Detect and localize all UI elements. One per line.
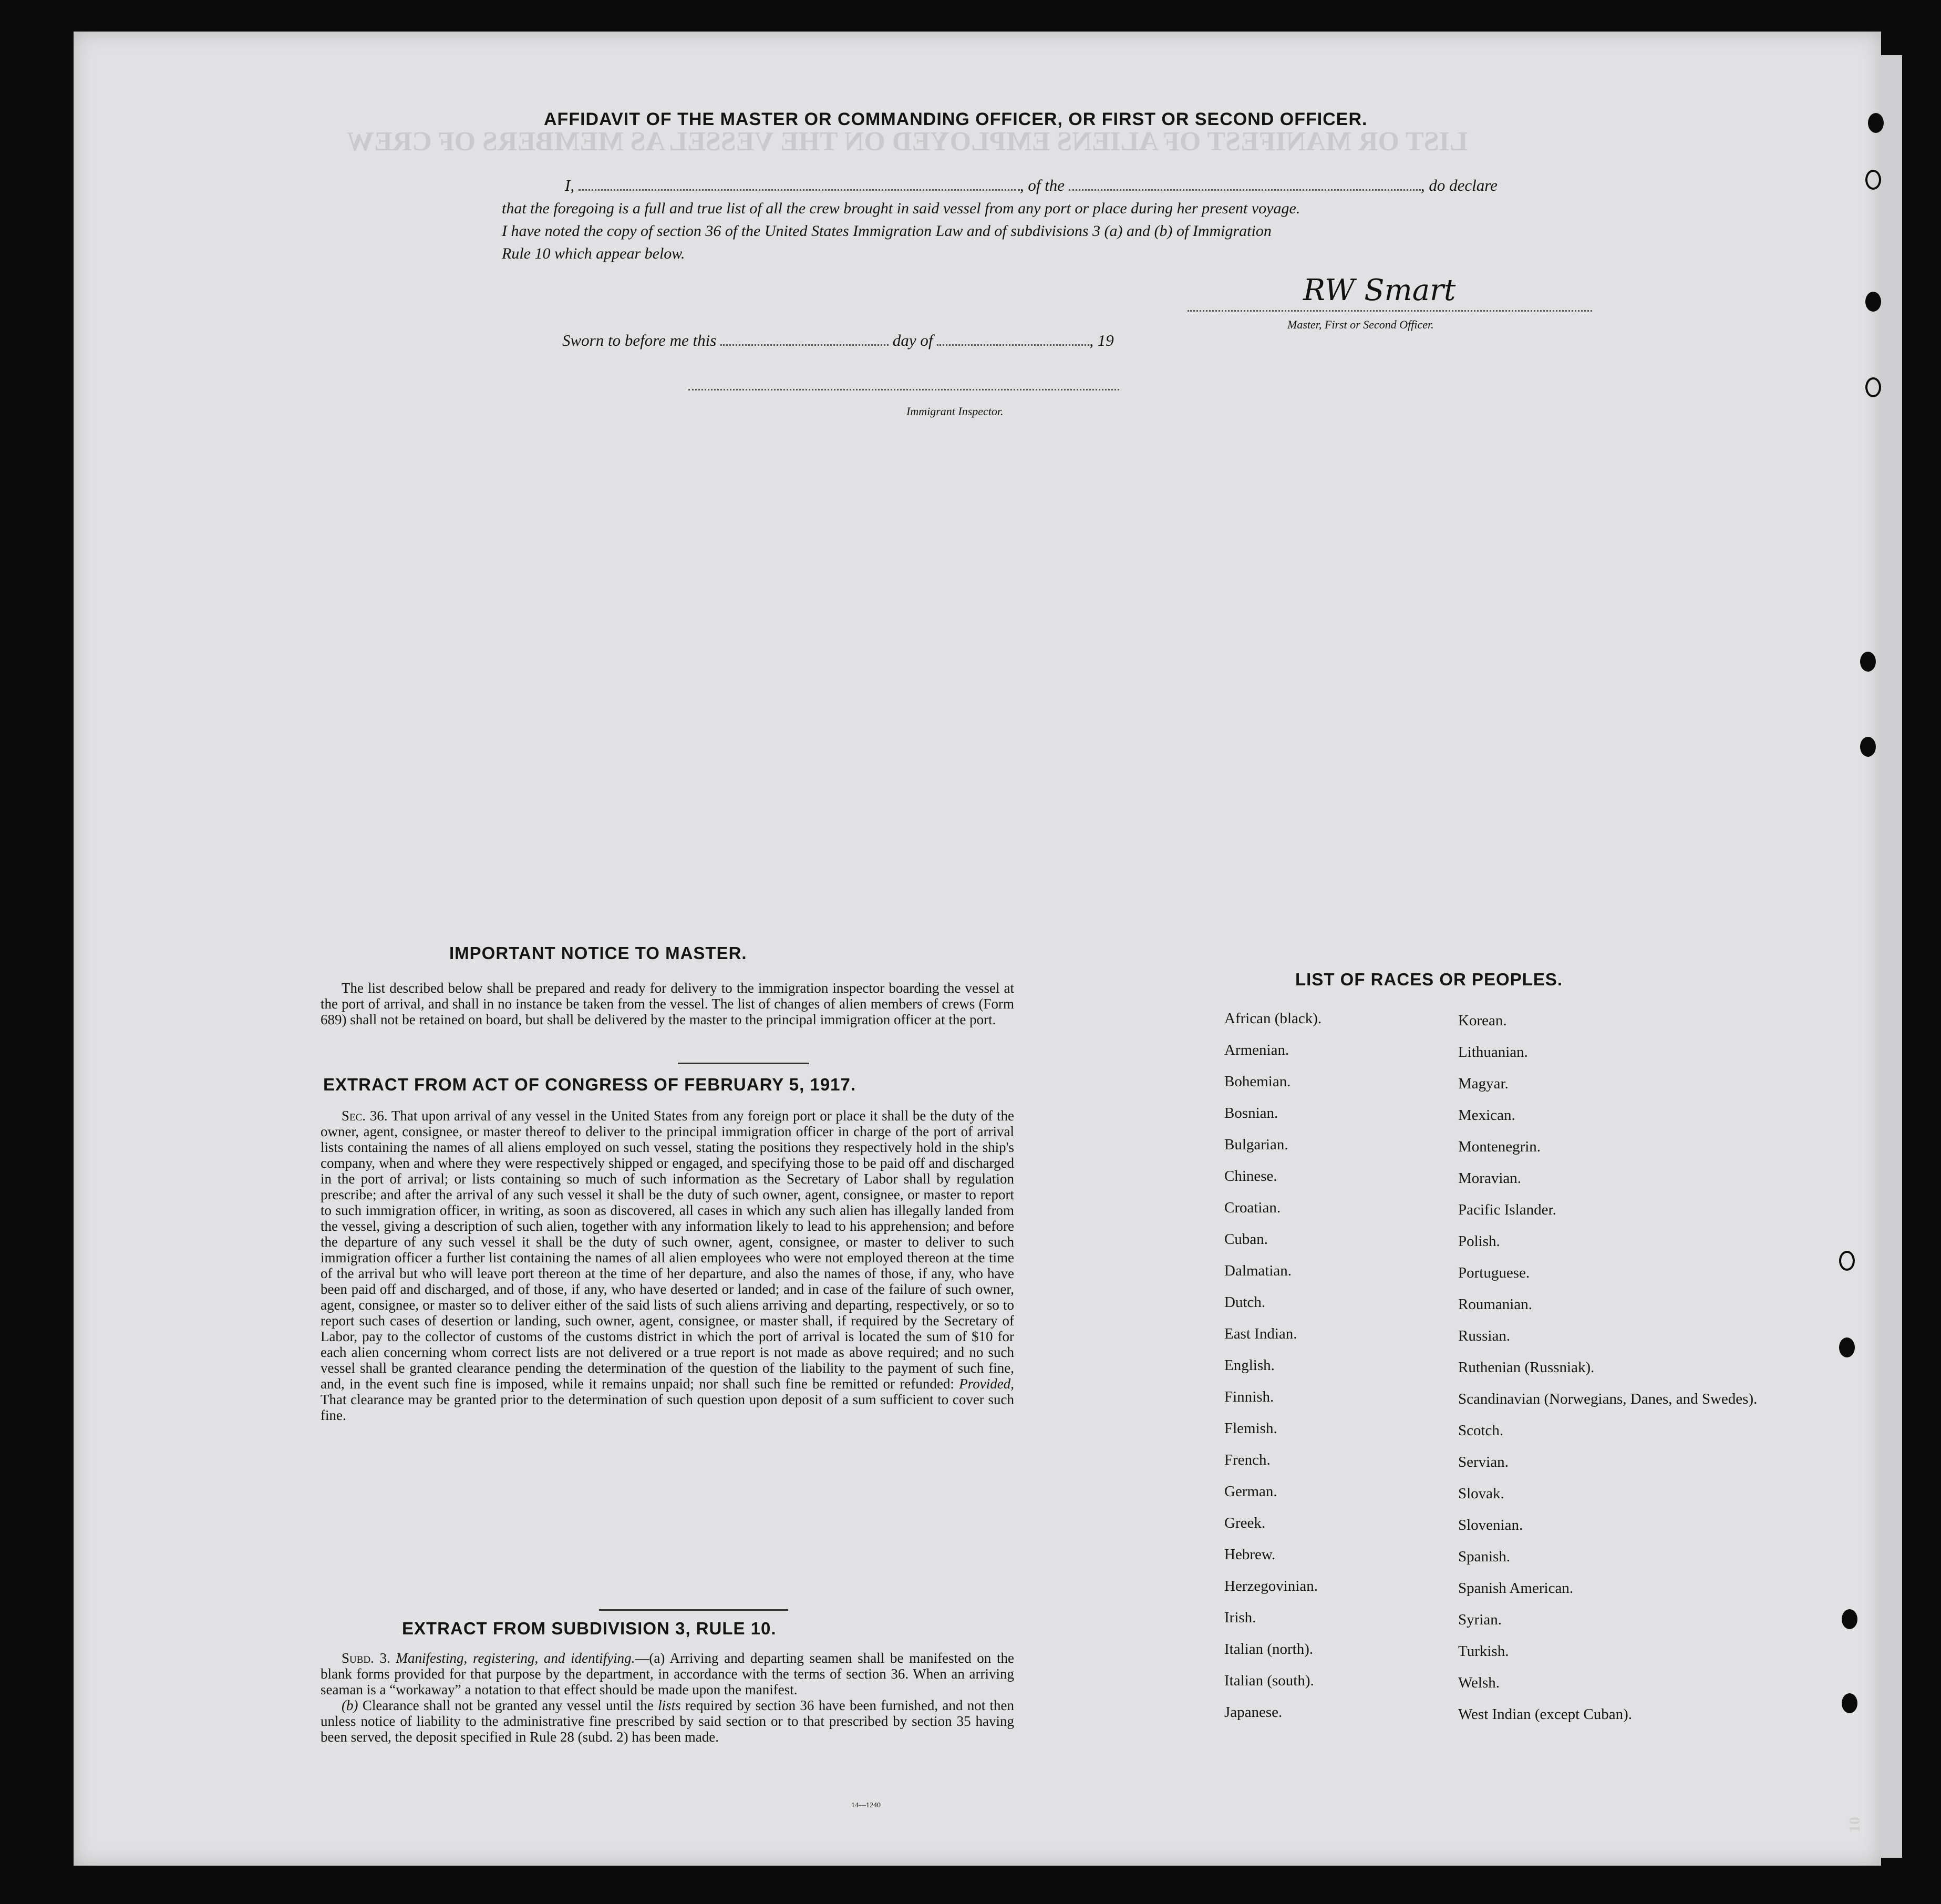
race-item: Chinese.	[1224, 1168, 1277, 1185]
vessel-blank	[1069, 189, 1421, 191]
sworn-line	[562, 331, 1114, 350]
affidavit-line-3: I have noted the copy of section 36 of the United States Immigration Law and of subdivisions 3 (a) and (b) of Immigration	[502, 222, 1272, 240]
race-item: Italian (north).	[1224, 1641, 1314, 1658]
race-item: Slovenian.	[1458, 1517, 1523, 1534]
signature-line	[1188, 310, 1592, 312]
race-item: Lithuanian.	[1458, 1044, 1528, 1061]
act-title: EXTRACT FROM ACT OF CONGRESS OF FEBRUARY 5, 1917.	[323, 1075, 856, 1094]
race-item: East Indian.	[1224, 1325, 1297, 1342]
document-page	[74, 32, 1881, 1866]
corner-page-number: 10	[1846, 1817, 1863, 1833]
rule-b-label: (b)	[342, 1697, 358, 1713]
act-text	[321, 1108, 1014, 1423]
race-item: Roumanian.	[1458, 1296, 1532, 1313]
notice-rule	[678, 1063, 809, 1064]
race-item: Mexican.	[1458, 1107, 1515, 1124]
races-title: LIST OF RACES OR PEOPLES.	[1295, 970, 1563, 989]
race-item: Syrian.	[1458, 1611, 1502, 1628]
race-item: Irish.	[1224, 1609, 1256, 1626]
rule-subd-label: Subd. 3.	[342, 1650, 390, 1666]
sworn-prefix: Sworn to before me this	[562, 331, 717, 349]
race-item: Ruthenian (Russniak).	[1458, 1359, 1595, 1376]
race-item: Cuban.	[1224, 1231, 1268, 1248]
race-item: French.	[1224, 1452, 1271, 1468]
inspector-caption: Immigrant Inspector.	[906, 405, 1004, 418]
race-item: Polish.	[1458, 1233, 1500, 1250]
race-item: West Indian (except Cuban).	[1458, 1706, 1633, 1723]
rule-paragraph-b	[321, 1697, 1014, 1745]
rule-para-a: —(a) Arriving and departing seamen shall be manifested on the blank forms provided for that purpose by the department, in accordance with the terms of section 36. When an arriving seaman is a “workaway” a notation to that effect should be made upon the manifest.	[321, 1650, 1014, 1697]
rule-paragraph-a	[321, 1650, 1014, 1697]
sworn-day-of: day of	[892, 331, 933, 349]
race-item: Russian.	[1458, 1327, 1511, 1344]
sworn-month-blank	[937, 344, 1089, 346]
race-item: Scotch.	[1458, 1422, 1504, 1439]
affidavit-title: AFFIDAVIT OF THE MASTER OR COMMANDING OFFICER, OR FIRST OR SECOND OFFICER.	[544, 109, 1368, 129]
punch-hole	[1860, 737, 1876, 757]
race-item: Greek.	[1224, 1515, 1266, 1531]
race-item: Scandinavian (Norwegians, Danes, and Swedes).	[1458, 1391, 1758, 1407]
act-section-label: Sec. 36.	[342, 1108, 388, 1124]
name-blank	[579, 189, 1020, 191]
race-item: Montenegrin.	[1458, 1138, 1541, 1155]
act-provided: Provided,	[959, 1376, 1014, 1392]
punch-hole	[1839, 1251, 1855, 1271]
punch-hole	[1839, 1337, 1855, 1357]
race-item: Japanese.	[1224, 1704, 1283, 1721]
race-item: Dalmatian.	[1224, 1262, 1292, 1279]
punch-hole	[1868, 113, 1884, 133]
act-rule	[599, 1609, 788, 1611]
notice-text	[321, 980, 1014, 1027]
race-item: Bohemian.	[1224, 1073, 1291, 1090]
punch-hole	[1860, 652, 1876, 672]
punch-hole	[1842, 1609, 1857, 1629]
race-item: Flemish.	[1224, 1420, 1277, 1437]
notice-title: IMPORTANT NOTICE TO MASTER.	[449, 943, 747, 963]
punch-hole	[1865, 170, 1881, 190]
race-item: Bulgarian.	[1224, 1136, 1288, 1153]
race-item: Spanish.	[1458, 1548, 1511, 1565]
race-item: Dutch.	[1224, 1294, 1266, 1311]
race-item: Finnish.	[1224, 1388, 1274, 1405]
race-item: Moravian.	[1458, 1170, 1521, 1187]
race-item: African (black).	[1224, 1010, 1322, 1027]
rule-b-lists: lists	[658, 1697, 681, 1713]
sworn-year: , 19	[1089, 331, 1114, 349]
race-item: Korean.	[1458, 1012, 1507, 1029]
signature-caption: Master, First or Second Officer.	[1287, 318, 1434, 331]
race-item: Bosnian.	[1224, 1105, 1278, 1121]
bleedthrough-text: LIST OR MANIFEST OF ALIENS EMPLOYED ON THE VESSEL AS MEMBERS OF CREW	[347, 127, 1468, 157]
rule-text	[321, 1650, 1014, 1745]
race-item: Italian (south).	[1224, 1672, 1314, 1689]
race-item: Herzegovinian.	[1224, 1578, 1318, 1594]
rule-b-2: required by section 36 have been furnished, and not then unless notice of liability to the administrative fine prescribed by said section or to that prescribed by section 35 having been served, the deposit specified in Rule 28 (subd. 2) has been made.	[321, 1697, 1015, 1745]
act-paragraph	[321, 1108, 1014, 1423]
act-body: That upon arrival of any vessel in the United States from any foreign port or place it shall be the duty of the owner, agent, consignee, or master thereof to deliver to the principal immigration officer in charge of the port of arrival lists containing the names of all aliens employed on such vessel, stating the positions they respectively hold in the ship's company, when and where they were respectively shipped or engaged, and specifying those to be paid off and discharged in the port of arrival; or lists containing so much of such information as the Secretary of Labor shall by regulation prescribe; and after the arrival of any such vessel it shall be the duty of such owner, agent, consignee, or master to report to such immigration officer, in writing, as soon as discovered, all cases in which any such alien has illegally landed from the vessel, giving a description of such alien, together with any information likely to lead to his apprehension; and before the departure of any such vessel it shall be the duty of such owner, agent, consignee, or master to deliver to such immigration officer a further list containing the names of all alien employees who were not employed thereon at the time of the arrival but who will leave port thereon at the time of her departure, and also the names of those, if any, who have been paid off and discharged, and of those, if any, who have deserted or landed; and in case of the failure of such owner, agent, consignee, or master so to deliver either of the said lists of such aliens arriving and departing, respectively, or so to report such cases of desertion or landing, such owner, agent, consignee, or master shall, if required by the Secretary of Labor, pay to the collector of customs of the customs district in which the port of arrival is located the sum of $10 for each alien concerning whom correct lists are not delivered or a true report is not made as above required; and no such vessel shall be granted clearance pending the determination of the question of the liability to the payment of such fine, and, in the event such fine is imposed, while it remains unpaid; nor shall such fine be remitted or refunded:	[321, 1108, 1014, 1392]
race-item: Turkish.	[1458, 1643, 1509, 1660]
race-item: Magyar.	[1458, 1075, 1509, 1092]
notice-paragraph: The list described below shall be prepared and ready for delivery to the immigration inspector boarding the vessel at the port of arrival, and shall in no instance be taken from the vessel. The list of changes of alien members of crews (Form 689) shall not be retained on board, but shall be delivered by the master to the principal immigration officer at the port.	[321, 980, 1014, 1027]
race-item: German.	[1224, 1483, 1277, 1500]
of-the-label: , of the	[1019, 176, 1065, 194]
race-item: Spanish American.	[1458, 1580, 1574, 1597]
act-body-end: That clearance may be granted prior to the determination of such question upon deposit of a sum sufficient to cover such fine.	[321, 1392, 1014, 1423]
do-declare-label: , do declare	[1420, 176, 1498, 194]
form-number: 14—1240	[851, 1802, 881, 1809]
inspector-line	[688, 389, 1119, 390]
races-right-column	[1458, 1012, 1758, 1737]
affidavit-line-4: Rule 10 which appear below.	[502, 245, 685, 262]
affidavit-line-1	[565, 176, 1498, 195]
affidavit-i-label: I,	[565, 176, 575, 194]
rule-b-1: Clearance shall not be granted any vessel until the	[362, 1697, 654, 1713]
affidavit-line-2: that the foregoing is a full and true list of all the crew brought in said vessel from any port or place during her present voyage.	[502, 200, 1300, 217]
race-item: Hebrew.	[1224, 1546, 1276, 1563]
rule-title: EXTRACT FROM SUBDIVISION 3, RULE 10.	[402, 1619, 777, 1638]
sworn-day-blank	[720, 344, 889, 346]
punch-hole	[1865, 292, 1881, 312]
punch-hole	[1865, 377, 1881, 397]
rule-subd-heading: Manifesting, registering, and identifying.	[396, 1650, 635, 1666]
race-item: Slovak.	[1458, 1485, 1504, 1502]
page-stack-edge	[1881, 55, 1902, 1858]
race-item: Pacific Islander.	[1458, 1201, 1556, 1218]
races-left-column	[1224, 1010, 1461, 1735]
race-item: Armenian.	[1224, 1042, 1289, 1058]
punch-hole	[1842, 1693, 1857, 1713]
race-item: Portuguese.	[1458, 1264, 1530, 1281]
race-item: Servian.	[1458, 1454, 1509, 1470]
master-signature: RW Smart	[1303, 273, 1456, 307]
race-item: Croatian.	[1224, 1199, 1281, 1216]
race-item: English.	[1224, 1357, 1275, 1374]
race-item: Welsh.	[1458, 1674, 1500, 1691]
